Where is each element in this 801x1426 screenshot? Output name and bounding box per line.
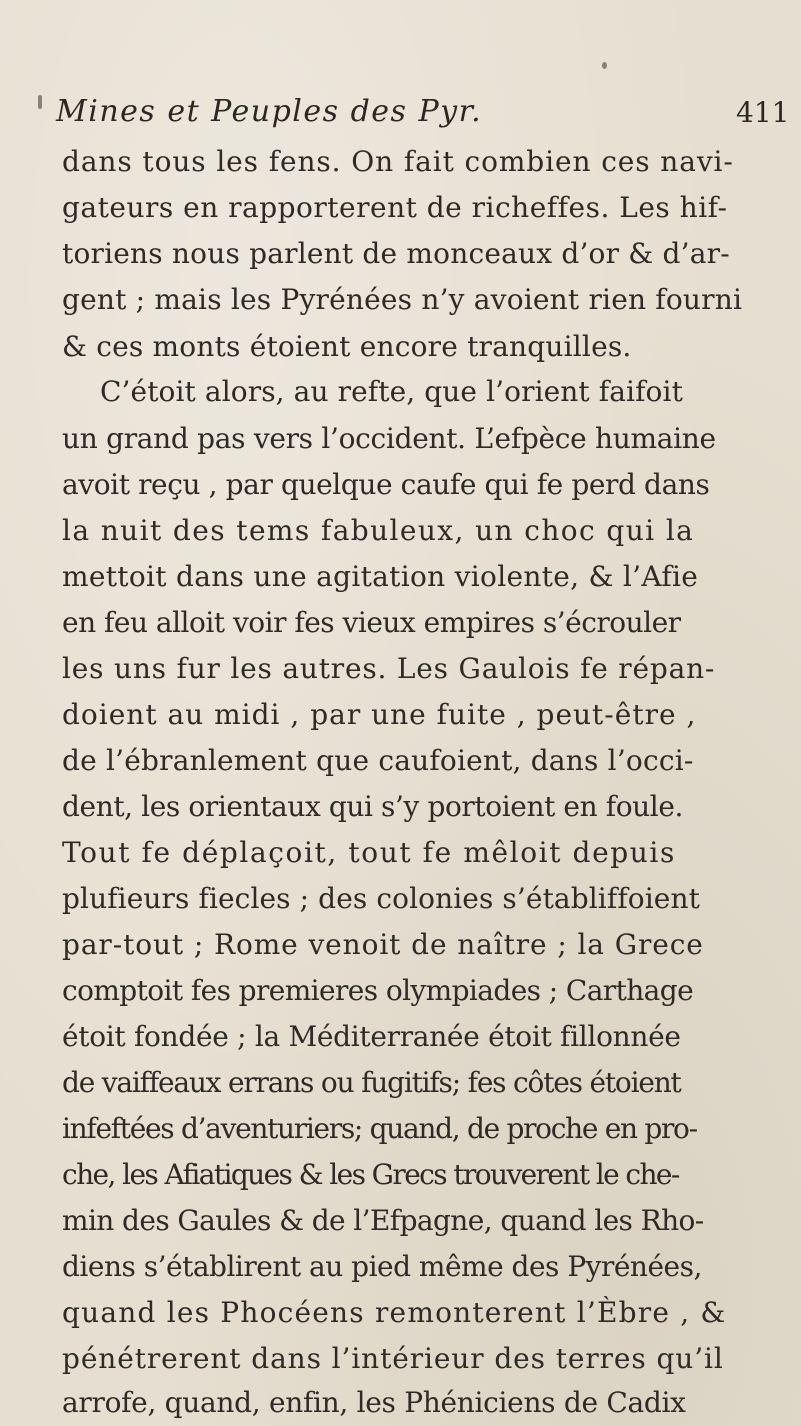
text-line: dent, les orientaux qui s’y portoient en foule. (62, 790, 684, 823)
text-line: un grand pas vers l’occident. L’efpèce humaine (62, 422, 716, 455)
text-line: par-tout ; Rome venoit de naître ; la Grece (62, 928, 704, 961)
text-line: mettoit dans une agitation violente, & l’Afie (62, 560, 699, 593)
text-line: min des Gaules & de l’Efpagne, quand les Rho- (62, 1204, 704, 1237)
running-title: Mines et Peuples des Pyr. (56, 94, 483, 129)
text-line: toriens nous parlent de monceaux d’or & d’ar- (62, 237, 730, 270)
text-line: comptoit fes premieres olympiades ; Carthage (62, 974, 694, 1007)
text-line: avoit reçu , par quelque caufe qui fe perd dans (62, 468, 710, 501)
text-line: gent ; mais les Pyrénées n’y avoient rien fourni (62, 283, 743, 316)
text-line: Tout fe déplaçoit, tout fe mêloit depuis (62, 836, 676, 869)
text-line: les uns fur les autres. Les Gaulois fe répan- (62, 652, 716, 685)
text-line: dans tous les fens. On fait combien ces navi- (62, 145, 734, 178)
text-line: de l’ébranlement que caufoient, dans l’occi- (62, 744, 694, 777)
text-line: & ces monts étoient encore tranquilles. (62, 330, 632, 363)
text-line: de vaiffeaux errans ou fugitifs; fes côtes étoient (62, 1066, 681, 1099)
page-number: 411 (736, 96, 790, 129)
text-line: C’étoit alors, au refte, que l’orient faifoit (100, 375, 683, 408)
text-line: la nuit des tems fabuleux, un choc qui la (62, 514, 695, 547)
text-line: infeftées d’aventuriers; quand, de proche en pro- (62, 1112, 697, 1145)
text-line: pénétrerent dans l’intérieur des terres qu’il (62, 1342, 724, 1375)
text-line: diens s’établirent au pied même des Pyrénées, (62, 1250, 702, 1283)
text-line: che, les Afiatiques & les Grecs trouverent le che- (62, 1158, 679, 1191)
text-line: doient au midi , par une fuite , peut-être , (62, 698, 697, 731)
text-line: quand les Phocéens remonterent l’Èbre , & (62, 1296, 727, 1329)
text-line: en feu alloit voir fes vieux empires s’écrouler (62, 606, 681, 639)
text-line: arrofe, quand, enfin, les Phéniciens de Cadix (62, 1386, 686, 1419)
text-line: gateurs en rapporterent de richeffes. Les hif- (62, 191, 728, 224)
text-line: étoit fondée ; la Méditerranée étoit fillonnée (62, 1020, 681, 1053)
text-line: plufieurs fiecles ; des colonies s’établiffoient (62, 882, 700, 915)
